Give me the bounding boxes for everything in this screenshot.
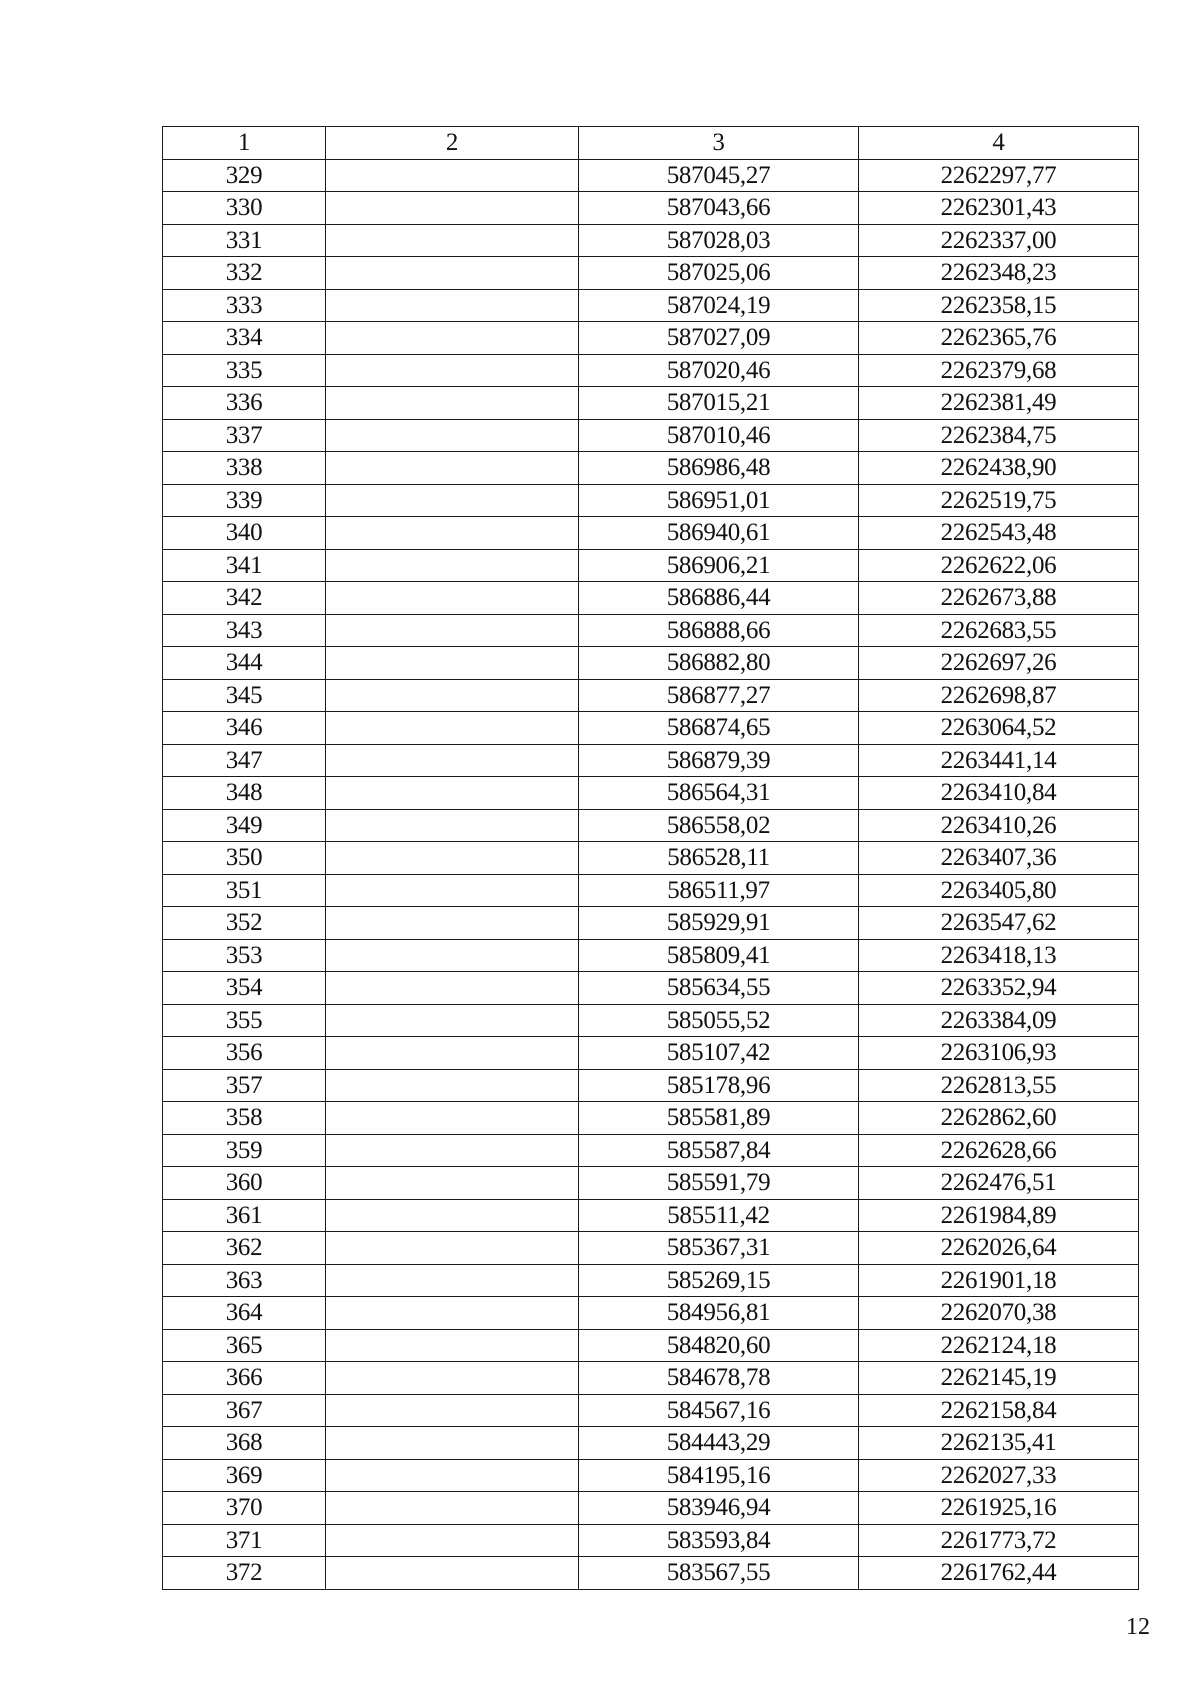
x-coordinate-cell: 583946,94 bbox=[579, 1492, 859, 1525]
x-coordinate-cell: 587028,03 bbox=[579, 224, 859, 257]
point-number-cell: 338 bbox=[163, 452, 326, 485]
description-cell bbox=[326, 452, 579, 485]
y-coordinate-cell: 2263106,93 bbox=[859, 1037, 1139, 1070]
point-number-cell: 337 bbox=[163, 419, 326, 452]
description-cell bbox=[326, 907, 579, 940]
table-header-row bbox=[163, 127, 1139, 160]
y-coordinate-cell: 2262365,76 bbox=[859, 322, 1139, 355]
x-coordinate-cell: 585929,91 bbox=[579, 907, 859, 940]
x-coordinate-cell: 587010,46 bbox=[579, 419, 859, 452]
x-coordinate-cell: 587025,06 bbox=[579, 257, 859, 290]
description-cell bbox=[326, 257, 579, 290]
point-number-cell: 354 bbox=[163, 972, 326, 1005]
point-number-cell: 363 bbox=[163, 1264, 326, 1297]
description-cell bbox=[326, 1427, 579, 1460]
point-number-cell: 353 bbox=[163, 939, 326, 972]
point-number-cell: 351 bbox=[163, 874, 326, 907]
point-number-cell: 356 bbox=[163, 1037, 326, 1070]
x-coordinate-cell: 584567,16 bbox=[579, 1394, 859, 1427]
y-coordinate-cell: 2262337,00 bbox=[859, 224, 1139, 257]
x-coordinate-cell: 584820,60 bbox=[579, 1329, 859, 1362]
x-coordinate-cell: 587027,09 bbox=[579, 322, 859, 355]
x-coordinate-cell: 586879,39 bbox=[579, 744, 859, 777]
table-row bbox=[163, 1199, 1139, 1232]
table-row bbox=[163, 777, 1139, 810]
y-coordinate-cell: 2262813,55 bbox=[859, 1069, 1139, 1102]
x-coordinate-cell: 587043,66 bbox=[579, 192, 859, 225]
y-coordinate-cell: 2262438,90 bbox=[859, 452, 1139, 485]
x-coordinate-cell: 586888,66 bbox=[579, 614, 859, 647]
description-cell bbox=[326, 1524, 579, 1557]
table-row bbox=[163, 1232, 1139, 1265]
description-cell bbox=[326, 1037, 579, 1070]
y-coordinate-cell: 2262543,48 bbox=[859, 517, 1139, 550]
x-coordinate-cell: 587045,27 bbox=[579, 159, 859, 192]
table-row bbox=[163, 354, 1139, 387]
column-header-3: 3 bbox=[579, 127, 859, 160]
table-row bbox=[163, 1329, 1139, 1362]
x-coordinate-cell: 586940,61 bbox=[579, 517, 859, 550]
point-number-cell: 359 bbox=[163, 1134, 326, 1167]
table-row bbox=[163, 257, 1139, 290]
description-cell bbox=[326, 1329, 579, 1362]
x-coordinate-cell: 584195,16 bbox=[579, 1459, 859, 1492]
table-row bbox=[163, 1004, 1139, 1037]
table-row bbox=[163, 1492, 1139, 1525]
point-number-cell: 350 bbox=[163, 842, 326, 875]
table-row bbox=[163, 192, 1139, 225]
table-row bbox=[163, 289, 1139, 322]
description-cell bbox=[326, 679, 579, 712]
table-row bbox=[163, 614, 1139, 647]
point-number-cell: 368 bbox=[163, 1427, 326, 1460]
description-cell bbox=[326, 1004, 579, 1037]
description-cell bbox=[326, 1297, 579, 1330]
point-number-cell: 369 bbox=[163, 1459, 326, 1492]
y-coordinate-cell: 2262384,75 bbox=[859, 419, 1139, 452]
y-coordinate-cell: 2263547,62 bbox=[859, 907, 1139, 940]
table-row bbox=[163, 647, 1139, 680]
table-row bbox=[163, 1524, 1139, 1557]
table-row bbox=[163, 809, 1139, 842]
point-number-cell: 357 bbox=[163, 1069, 326, 1102]
y-coordinate-cell: 2262622,06 bbox=[859, 549, 1139, 582]
table-row bbox=[163, 582, 1139, 615]
description-cell bbox=[326, 387, 579, 420]
point-number-cell: 366 bbox=[163, 1362, 326, 1395]
table-row bbox=[163, 517, 1139, 550]
point-number-cell: 361 bbox=[163, 1199, 326, 1232]
y-coordinate-cell: 2262070,38 bbox=[859, 1297, 1139, 1330]
description-cell bbox=[326, 192, 579, 225]
description-cell bbox=[326, 1264, 579, 1297]
y-coordinate-cell: 2263384,09 bbox=[859, 1004, 1139, 1037]
x-coordinate-cell: 587015,21 bbox=[579, 387, 859, 420]
y-coordinate-cell: 2262297,77 bbox=[859, 159, 1139, 192]
description-cell bbox=[326, 1362, 579, 1395]
table-row bbox=[163, 1264, 1139, 1297]
y-coordinate-cell: 2262683,55 bbox=[859, 614, 1139, 647]
y-coordinate-cell: 2262027,33 bbox=[859, 1459, 1139, 1492]
y-coordinate-cell: 2262628,66 bbox=[859, 1134, 1139, 1167]
table-row bbox=[163, 1069, 1139, 1102]
point-number-cell: 331 bbox=[163, 224, 326, 257]
description-cell bbox=[326, 939, 579, 972]
x-coordinate-cell: 585591,79 bbox=[579, 1167, 859, 1200]
y-coordinate-cell: 2263064,52 bbox=[859, 712, 1139, 745]
y-coordinate-cell: 2261901,18 bbox=[859, 1264, 1139, 1297]
table-row bbox=[163, 1297, 1139, 1330]
table-row bbox=[163, 1394, 1139, 1427]
table-row bbox=[163, 322, 1139, 355]
description-cell bbox=[326, 1557, 579, 1590]
x-coordinate-cell: 585587,84 bbox=[579, 1134, 859, 1167]
x-coordinate-cell: 586986,48 bbox=[579, 452, 859, 485]
description-cell bbox=[326, 159, 579, 192]
x-coordinate-cell: 583567,55 bbox=[579, 1557, 859, 1590]
description-cell bbox=[326, 354, 579, 387]
y-coordinate-cell: 2262145,19 bbox=[859, 1362, 1139, 1395]
table-row bbox=[163, 1427, 1139, 1460]
point-number-cell: 332 bbox=[163, 257, 326, 290]
y-coordinate-cell: 2262348,23 bbox=[859, 257, 1139, 290]
point-number-cell: 333 bbox=[163, 289, 326, 322]
description-cell bbox=[326, 484, 579, 517]
point-number-cell: 360 bbox=[163, 1167, 326, 1200]
table-row bbox=[163, 387, 1139, 420]
y-coordinate-cell: 2262862,60 bbox=[859, 1102, 1139, 1135]
column-header-1: 1 bbox=[163, 127, 326, 160]
x-coordinate-cell: 585055,52 bbox=[579, 1004, 859, 1037]
table-row bbox=[163, 1557, 1139, 1590]
point-number-cell: 330 bbox=[163, 192, 326, 225]
y-coordinate-cell: 2262673,88 bbox=[859, 582, 1139, 615]
y-coordinate-cell: 2263410,84 bbox=[859, 777, 1139, 810]
x-coordinate-cell: 585367,31 bbox=[579, 1232, 859, 1265]
x-coordinate-cell: 586528,11 bbox=[579, 842, 859, 875]
x-coordinate-cell: 586906,21 bbox=[579, 549, 859, 582]
point-number-cell: 344 bbox=[163, 647, 326, 680]
x-coordinate-cell: 584678,78 bbox=[579, 1362, 859, 1395]
y-coordinate-cell: 2262476,51 bbox=[859, 1167, 1139, 1200]
description-cell bbox=[326, 777, 579, 810]
description-cell bbox=[326, 289, 579, 322]
y-coordinate-cell: 2262135,41 bbox=[859, 1427, 1139, 1460]
description-cell bbox=[326, 842, 579, 875]
y-coordinate-cell: 2262301,43 bbox=[859, 192, 1139, 225]
description-cell bbox=[326, 1134, 579, 1167]
y-coordinate-cell: 2261925,16 bbox=[859, 1492, 1139, 1525]
description-cell bbox=[326, 874, 579, 907]
y-coordinate-cell: 2263441,14 bbox=[859, 744, 1139, 777]
point-number-cell: 340 bbox=[163, 517, 326, 550]
x-coordinate-cell: 586951,01 bbox=[579, 484, 859, 517]
table-row bbox=[163, 224, 1139, 257]
description-cell bbox=[326, 1069, 579, 1102]
y-coordinate-cell: 2263405,80 bbox=[859, 874, 1139, 907]
table-row bbox=[163, 972, 1139, 1005]
x-coordinate-cell: 586511,97 bbox=[579, 874, 859, 907]
x-coordinate-cell: 586564,31 bbox=[579, 777, 859, 810]
description-cell bbox=[326, 1232, 579, 1265]
y-coordinate-cell: 2262158,84 bbox=[859, 1394, 1139, 1427]
description-cell bbox=[326, 322, 579, 355]
description-cell bbox=[326, 809, 579, 842]
description-cell bbox=[326, 647, 579, 680]
description-cell bbox=[326, 517, 579, 550]
point-number-cell: 355 bbox=[163, 1004, 326, 1037]
point-number-cell: 346 bbox=[163, 712, 326, 745]
point-number-cell: 339 bbox=[163, 484, 326, 517]
table-row bbox=[163, 712, 1139, 745]
table-row bbox=[163, 939, 1139, 972]
table-row bbox=[163, 1037, 1139, 1070]
x-coordinate-cell: 584956,81 bbox=[579, 1297, 859, 1330]
table-row bbox=[163, 419, 1139, 452]
point-number-cell: 335 bbox=[163, 354, 326, 387]
point-number-cell: 365 bbox=[163, 1329, 326, 1362]
table-row bbox=[163, 549, 1139, 582]
point-number-cell: 348 bbox=[163, 777, 326, 810]
description-cell bbox=[326, 712, 579, 745]
description-cell bbox=[326, 1394, 579, 1427]
point-number-cell: 362 bbox=[163, 1232, 326, 1265]
description-cell bbox=[326, 1492, 579, 1525]
point-number-cell: 349 bbox=[163, 809, 326, 842]
point-number-cell: 343 bbox=[163, 614, 326, 647]
table-row bbox=[163, 1167, 1139, 1200]
y-coordinate-cell: 2263407,36 bbox=[859, 842, 1139, 875]
point-number-cell: 345 bbox=[163, 679, 326, 712]
coordinates-table bbox=[162, 126, 1139, 1590]
x-coordinate-cell: 586558,02 bbox=[579, 809, 859, 842]
x-coordinate-cell: 585634,55 bbox=[579, 972, 859, 1005]
table-row bbox=[163, 452, 1139, 485]
x-coordinate-cell: 586886,44 bbox=[579, 582, 859, 615]
y-coordinate-cell: 2262519,75 bbox=[859, 484, 1139, 517]
point-number-cell: 342 bbox=[163, 582, 326, 615]
point-number-cell: 364 bbox=[163, 1297, 326, 1330]
description-cell bbox=[326, 1167, 579, 1200]
point-number-cell: 334 bbox=[163, 322, 326, 355]
page-number: 12 bbox=[1126, 1614, 1150, 1640]
table-row bbox=[163, 842, 1139, 875]
table-row bbox=[163, 159, 1139, 192]
description-cell bbox=[326, 419, 579, 452]
description-cell bbox=[326, 1199, 579, 1232]
table-row bbox=[163, 1102, 1139, 1135]
description-cell bbox=[326, 1459, 579, 1492]
table-row bbox=[163, 874, 1139, 907]
point-number-cell: 329 bbox=[163, 159, 326, 192]
x-coordinate-cell: 585178,96 bbox=[579, 1069, 859, 1102]
x-coordinate-cell: 586877,27 bbox=[579, 679, 859, 712]
y-coordinate-cell: 2262698,87 bbox=[859, 679, 1139, 712]
table-row bbox=[163, 907, 1139, 940]
y-coordinate-cell: 2261984,89 bbox=[859, 1199, 1139, 1232]
y-coordinate-cell: 2263352,94 bbox=[859, 972, 1139, 1005]
description-cell bbox=[326, 614, 579, 647]
point-number-cell: 347 bbox=[163, 744, 326, 777]
column-header-2: 2 bbox=[326, 127, 579, 160]
x-coordinate-cell: 585511,42 bbox=[579, 1199, 859, 1232]
x-coordinate-cell: 584443,29 bbox=[579, 1427, 859, 1460]
description-cell bbox=[326, 1102, 579, 1135]
x-coordinate-cell: 585581,89 bbox=[579, 1102, 859, 1135]
x-coordinate-cell: 586874,65 bbox=[579, 712, 859, 745]
x-coordinate-cell: 587020,46 bbox=[579, 354, 859, 387]
point-number-cell: 370 bbox=[163, 1492, 326, 1525]
table-row bbox=[163, 484, 1139, 517]
y-coordinate-cell: 2262026,64 bbox=[859, 1232, 1139, 1265]
y-coordinate-cell: 2262381,49 bbox=[859, 387, 1139, 420]
y-coordinate-cell: 2261762,44 bbox=[859, 1557, 1139, 1590]
x-coordinate-cell: 587024,19 bbox=[579, 289, 859, 322]
description-cell bbox=[326, 549, 579, 582]
point-number-cell: 352 bbox=[163, 907, 326, 940]
description-cell bbox=[326, 972, 579, 1005]
y-coordinate-cell: 2262379,68 bbox=[859, 354, 1139, 387]
point-number-cell: 336 bbox=[163, 387, 326, 420]
column-header-4: 4 bbox=[859, 127, 1139, 160]
x-coordinate-cell: 586882,80 bbox=[579, 647, 859, 680]
point-number-cell: 341 bbox=[163, 549, 326, 582]
y-coordinate-cell: 2263410,26 bbox=[859, 809, 1139, 842]
table-row bbox=[163, 679, 1139, 712]
table-body bbox=[163, 159, 1139, 1589]
table-row bbox=[163, 1362, 1139, 1395]
x-coordinate-cell: 585107,42 bbox=[579, 1037, 859, 1070]
description-cell bbox=[326, 582, 579, 615]
description-cell bbox=[326, 224, 579, 257]
table-row bbox=[163, 744, 1139, 777]
y-coordinate-cell: 2262124,18 bbox=[859, 1329, 1139, 1362]
point-number-cell: 367 bbox=[163, 1394, 326, 1427]
y-coordinate-cell: 2262358,15 bbox=[859, 289, 1139, 322]
point-number-cell: 358 bbox=[163, 1102, 326, 1135]
point-number-cell: 372 bbox=[163, 1557, 326, 1590]
y-coordinate-cell: 2262697,26 bbox=[859, 647, 1139, 680]
table-row bbox=[163, 1459, 1139, 1492]
y-coordinate-cell: 2263418,13 bbox=[859, 939, 1139, 972]
point-number-cell: 371 bbox=[163, 1524, 326, 1557]
description-cell bbox=[326, 744, 579, 777]
x-coordinate-cell: 585269,15 bbox=[579, 1264, 859, 1297]
y-coordinate-cell: 2261773,72 bbox=[859, 1524, 1139, 1557]
x-coordinate-cell: 583593,84 bbox=[579, 1524, 859, 1557]
x-coordinate-cell: 585809,41 bbox=[579, 939, 859, 972]
table-row bbox=[163, 1134, 1139, 1167]
